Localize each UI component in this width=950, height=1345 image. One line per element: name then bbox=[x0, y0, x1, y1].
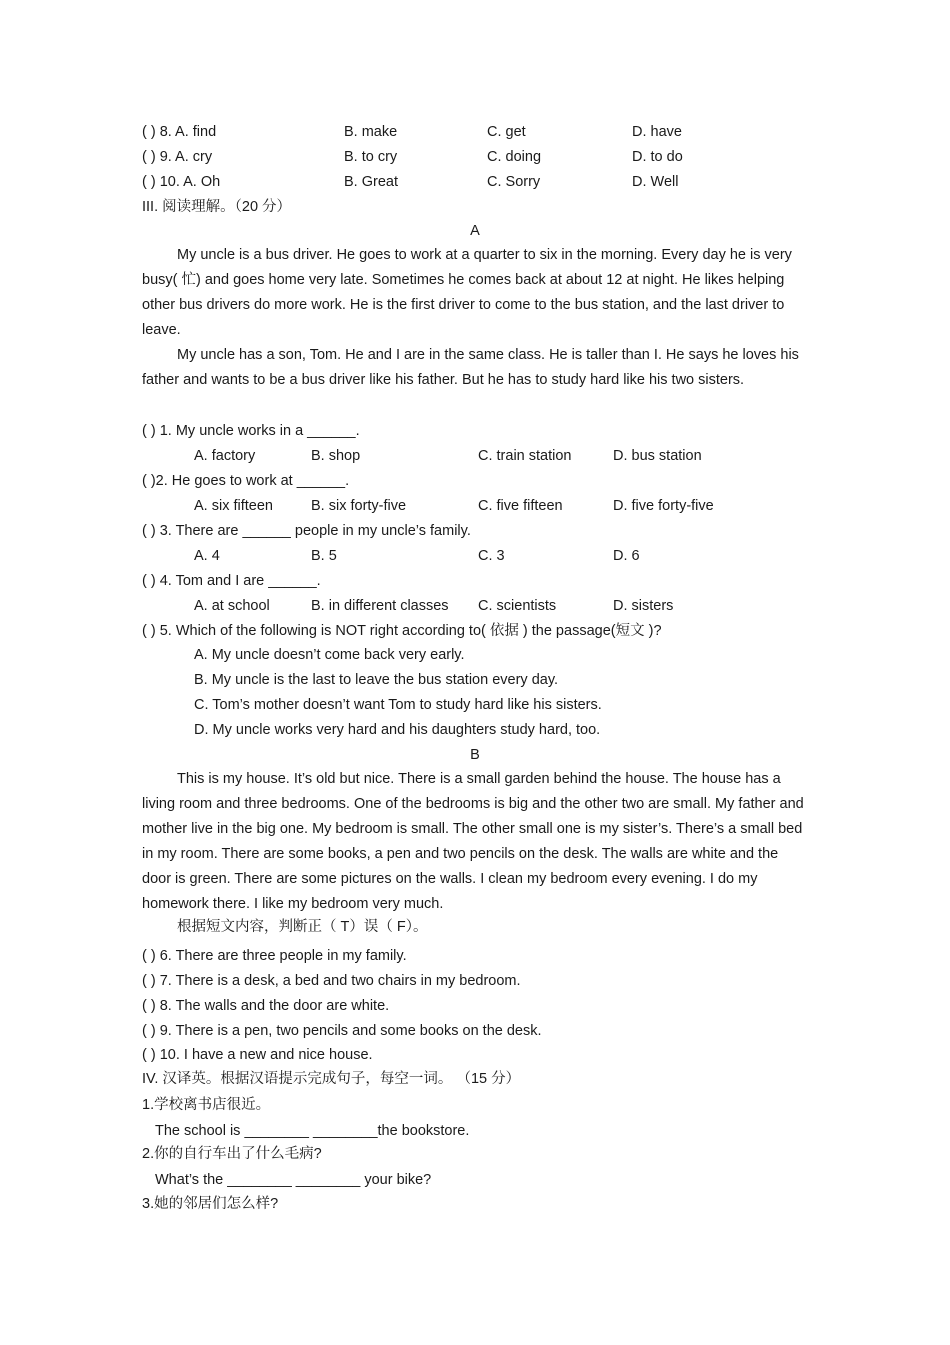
option-c: C. 3 bbox=[478, 548, 505, 564]
option-a: A. factory bbox=[194, 448, 256, 464]
tf-statement-9: ( ) 9. There is a pen, two pencils and some books on the desk. bbox=[142, 1023, 542, 1039]
option-d: D. 6 bbox=[613, 548, 640, 564]
tf-statement-8: ( ) 8. The walls and the door are white. bbox=[142, 998, 390, 1014]
translation-1-chinese: 1.学校离书店很近。 bbox=[142, 1097, 271, 1113]
passage-b-label: B bbox=[470, 747, 480, 763]
reading-question-2: ( )2. He goes to work at ______. bbox=[142, 473, 350, 489]
option-d: D. five forty-five bbox=[613, 498, 714, 514]
section-3-heading: III. 阅读理解。（20 分） bbox=[142, 199, 292, 215]
option-a: A. My uncle doesn’t come back very early. bbox=[194, 647, 465, 663]
option-d: D. My uncle works very hard and his daughters study hard, too. bbox=[194, 722, 601, 738]
option-d: D. to do bbox=[632, 149, 683, 165]
option-d: D. bus station bbox=[613, 448, 702, 464]
passage-a-paragraph-1: My uncle is a bus driver. He goes to work at a quarter to six in the morning. Every day he is very busy( 忙) and goes home very late. Sometimes he comes back at about 12 at night. He likes helping other bus drivers do more work. He is the first driver to come to the bus station, and the last driver to leave. bbox=[142, 247, 792, 338]
option-c: C. scientists bbox=[478, 598, 557, 614]
option-c: C. doing bbox=[487, 149, 542, 165]
option-c: C. get bbox=[487, 124, 526, 140]
question-stem: ( ) 8. A. find bbox=[142, 124, 217, 140]
option-b: B. Great bbox=[344, 174, 398, 190]
reading-question-4: ( ) 4. Tom and I are ______. bbox=[142, 573, 321, 589]
option-d: D. sisters bbox=[613, 598, 674, 614]
option-b: B. to cry bbox=[344, 149, 398, 165]
question-stem: ( ) 9. A. cry bbox=[142, 149, 213, 165]
question-stem: ( ) 10. A. Oh bbox=[142, 174, 221, 190]
option-a: A. at school bbox=[194, 598, 270, 614]
option-b: B. 5 bbox=[311, 548, 337, 564]
tf-statement-10: ( ) 10. I have a new and nice house. bbox=[142, 1047, 373, 1063]
option-c: C. train station bbox=[478, 448, 572, 464]
option-b: B. My uncle is the last to leave the bus station every day. bbox=[194, 672, 559, 688]
option-c: C. Tom’s mother doesn’t want Tom to study hard like his sisters. bbox=[194, 697, 602, 713]
reading-question-3: ( ) 3. There are ______ people in my uncle’s family. bbox=[142, 523, 471, 539]
option-b: B. six forty-five bbox=[311, 498, 407, 514]
option-b: B. in different classes bbox=[311, 598, 449, 614]
reading-question-5: ( ) 5. Which of the following is NOT right according to( 依据 ) the passage(短文 )? bbox=[142, 623, 662, 639]
passage-a-label: A bbox=[470, 223, 480, 239]
option-a: A. 4 bbox=[194, 548, 220, 564]
option-b: B. make bbox=[344, 124, 398, 140]
translation-3-chinese: 3.她的邻居们怎么样? bbox=[142, 1196, 279, 1212]
section-4-heading: IV. 汉译英。根据汉语提示完成句子，每空一词。 （15 分） bbox=[142, 1071, 521, 1087]
tf-statement-7: ( ) 7. There is a desk, a bed and two chairs in my bedroom. bbox=[142, 973, 521, 989]
translation-2-chinese: 2.你的自行车出了什么毛病? bbox=[142, 1146, 322, 1162]
true-false-instruction: 根据短文内容，判断正（ T）误（ F）。 bbox=[177, 919, 428, 935]
tf-statement-6: ( ) 6. There are three people in my family. bbox=[142, 948, 407, 964]
passage-b-paragraph: This is my house. It’s old but nice. There is a small garden behind the house. The house has a living room and three bedrooms. One of the bedrooms is big and the other two are small. My father and mother live in the big one. My bedroom is small. The other small one is my sister’s. There’s a small bed in my room. There are some books, a pen and two pencils on the desk. The walls are white and the door is green. There are some pictures on the walls. I clean my bedroom every evening. I do my homework there. I like my bedroom very much. bbox=[142, 771, 804, 912]
option-d: D. have bbox=[632, 124, 682, 140]
option-c: C. five fifteen bbox=[478, 498, 563, 514]
option-c: C. Sorry bbox=[487, 174, 541, 190]
option-b: B. shop bbox=[311, 448, 361, 464]
option-a: A. six fifteen bbox=[194, 498, 273, 514]
option-d: D. Well bbox=[632, 174, 679, 190]
translation-1-english: The school is ________ ________the bookstore. bbox=[155, 1123, 470, 1139]
reading-question-1: ( ) 1. My uncle works in a ______. bbox=[142, 423, 360, 439]
passage-a-paragraph-2: My uncle has a son, Tom. He and I are in the same class. He is taller than I. He says he loves his father and wants to be a bus driver like his father. But he has to study hard like his two sisters. bbox=[142, 347, 799, 388]
translation-2-english: What’s the ________ ________ your bike? bbox=[155, 1172, 432, 1188]
